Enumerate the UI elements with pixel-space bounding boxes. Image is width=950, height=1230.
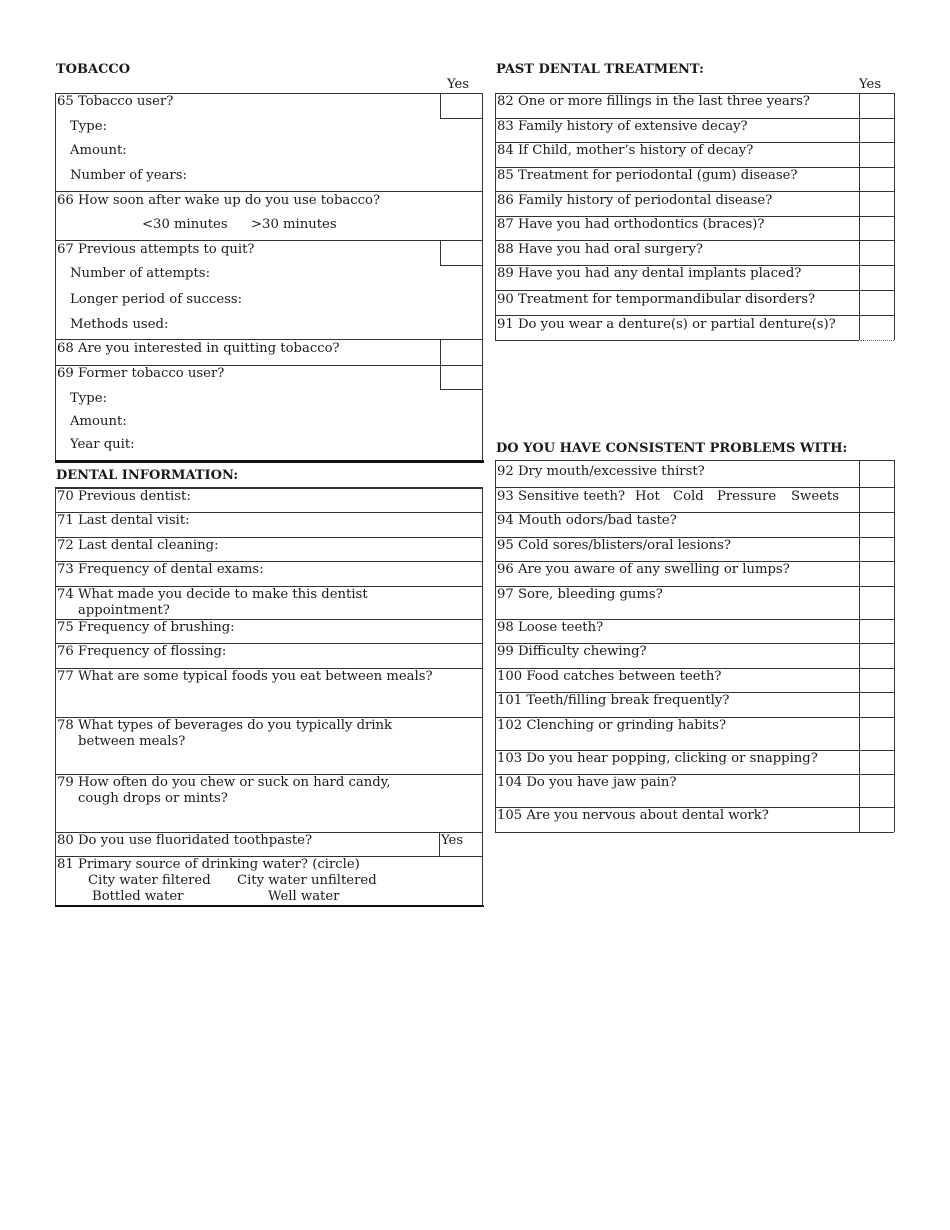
former-tobacco-user-checkbox[interactable] bbox=[440, 365, 483, 390]
problems-section-title: DO YOU HAVE CONSISTENT PROBLEMS WITH: bbox=[496, 441, 848, 456]
q85-yes-checkbox[interactable] bbox=[860, 168, 894, 191]
q82-yes-checkbox[interactable] bbox=[860, 94, 894, 118]
past-treatment-yes-column-label: Yes bbox=[859, 77, 882, 92]
q85-label: 85 Treatment for periodontal (gum) disease? bbox=[497, 168, 798, 183]
past-treatment-section-title: PAST DENTAL TREATMENT: bbox=[496, 62, 704, 77]
q73-label: 73 Frequency of dental exams: bbox=[57, 562, 264, 577]
q74-label-line1: 74 What made you decide to make this dentist bbox=[57, 587, 368, 602]
q104-checkbox[interactable] bbox=[860, 775, 894, 807]
q105-checkbox[interactable] bbox=[860, 808, 894, 832]
tobacco-user-checkbox[interactable] bbox=[440, 93, 483, 119]
q87-label: 87 Have you had orthodontics (braces)? bbox=[497, 217, 765, 232]
q65-label: 65 Tobacco user? bbox=[57, 94, 174, 109]
q86-label: 86 Family history of periodontal disease? bbox=[497, 193, 773, 208]
q82-label: 82 One or more fillings in the last three years? bbox=[497, 94, 810, 109]
q93-option-pressure[interactable]: Pressure bbox=[717, 489, 777, 504]
q72-label: 72 Last dental cleaning: bbox=[57, 538, 219, 553]
q67-attempts-label: Number of attempts: bbox=[70, 266, 211, 281]
q101-label: 101 Teeth/filling break frequently? bbox=[497, 693, 730, 708]
q81-option-city-filtered[interactable]: City water filtered bbox=[88, 873, 211, 888]
q101-checkbox[interactable] bbox=[860, 693, 894, 717]
q97-label: 97 Sore, bleeding gums? bbox=[497, 587, 663, 602]
q93-option-hot[interactable]: Hot bbox=[635, 489, 660, 504]
q66-option-over-30[interactable]: >30 minutes bbox=[251, 217, 337, 232]
q65-amount-label: Amount: bbox=[70, 143, 127, 158]
q93-label: 93 Sensitive teeth? bbox=[497, 489, 626, 504]
q78-label-line2: between meals? bbox=[78, 734, 186, 749]
q66-option-under-30[interactable]: <30 minutes bbox=[142, 217, 228, 232]
q70-label: 70 Previous dentist: bbox=[57, 489, 191, 504]
previous-quit-attempts-checkbox[interactable] bbox=[440, 240, 483, 266]
q90-yes-checkbox[interactable] bbox=[860, 291, 894, 315]
q103-label: 103 Do you hear popping, clicking or snapping? bbox=[497, 751, 818, 766]
q98-label: 98 Loose teeth? bbox=[497, 620, 604, 635]
dental-info-section-title: DENTAL INFORMATION: bbox=[56, 468, 239, 483]
q100-label: 100 Food catches between teeth? bbox=[497, 669, 722, 684]
q84-yes-checkbox[interactable] bbox=[860, 143, 894, 167]
q105-label: 105 Are you nervous about dental work? bbox=[497, 808, 769, 823]
q92-checkbox[interactable] bbox=[860, 461, 894, 487]
q77-label: 77 What are some typical foods you eat between meals? bbox=[57, 669, 433, 684]
q89-label: 89 Have you had any dental implants placed? bbox=[497, 266, 802, 281]
interested-quitting-checkbox[interactable] bbox=[440, 339, 483, 366]
q96-label: 96 Are you aware of any swelling or lumps? bbox=[497, 562, 790, 577]
q95-checkbox[interactable] bbox=[860, 538, 894, 561]
q93-option-cold[interactable]: Cold bbox=[673, 489, 704, 504]
q79-label-line1: 79 How often do you chew or suck on hard candy, bbox=[57, 775, 391, 790]
q93-checkbox[interactable] bbox=[860, 488, 894, 512]
q102-label: 102 Clenching or grinding habits? bbox=[497, 718, 727, 733]
q69-type-label: Type: bbox=[70, 391, 107, 406]
q94-label: 94 Mouth odors/bad taste? bbox=[497, 513, 677, 528]
q90-label: 90 Treatment for tempormandibular disorders? bbox=[497, 292, 816, 307]
q80-yes-label[interactable]: Yes bbox=[441, 833, 464, 848]
q67-longer-success-label: Longer period of success: bbox=[70, 292, 243, 307]
q86-yes-checkbox[interactable] bbox=[860, 192, 894, 216]
q81-label: 81 Primary source of drinking water? (circle) bbox=[57, 857, 360, 872]
q68-label: 68 Are you interested in quitting tobacco? bbox=[57, 341, 340, 356]
q74-label-line2: appointment? bbox=[78, 603, 170, 618]
q88-yes-checkbox[interactable] bbox=[860, 241, 894, 265]
q100-checkbox[interactable] bbox=[860, 669, 894, 692]
q67-label: 67 Previous attempts to quit? bbox=[57, 242, 255, 257]
q83-yes-checkbox[interactable] bbox=[860, 119, 894, 142]
q84-label: 84 If Child, mother’s history of decay? bbox=[497, 143, 754, 158]
q88-label: 88 Have you had oral surgery? bbox=[497, 242, 703, 257]
q66-label: 66 How soon after wake up do you use tobacco? bbox=[57, 193, 381, 208]
q97-checkbox[interactable] bbox=[860, 587, 894, 619]
q91-label: 91 Do you wear a denture(s) or partial denture(s)? bbox=[497, 317, 836, 332]
q67-methods-label: Methods used: bbox=[70, 317, 169, 332]
q75-label: 75 Frequency of brushing: bbox=[57, 620, 235, 635]
q80-label: 80 Do you use fluoridated toothpaste? bbox=[57, 833, 313, 848]
q91-yes-checkbox[interactable] bbox=[860, 316, 894, 340]
q65-years-label: Number of years: bbox=[70, 168, 187, 183]
q87-yes-checkbox[interactable] bbox=[860, 217, 894, 240]
q69-amount-label: Amount: bbox=[70, 414, 127, 429]
q78-label-line1: 78 What types of beverages do you typically drink bbox=[57, 718, 393, 733]
q99-label: 99 Difficulty chewing? bbox=[497, 644, 647, 659]
q76-label: 76 Frequency of flossing: bbox=[57, 644, 227, 659]
q81-option-city-unfiltered[interactable]: City water unfiltered bbox=[237, 873, 377, 888]
q104-label: 104 Do you have jaw pain? bbox=[497, 775, 677, 790]
q81-option-well[interactable]: Well water bbox=[268, 889, 340, 904]
q102-checkbox[interactable] bbox=[860, 718, 894, 750]
q94-checkbox[interactable] bbox=[860, 513, 894, 537]
q89-yes-checkbox[interactable] bbox=[860, 266, 894, 290]
q93-option-sweets[interactable]: Sweets bbox=[791, 489, 839, 504]
q69-label: 69 Former tobacco user? bbox=[57, 366, 225, 381]
q92-label: 92 Dry mouth/excessive thirst? bbox=[497, 464, 705, 479]
tobacco-yes-column-label: Yes bbox=[447, 77, 470, 92]
q81-option-bottled[interactable]: Bottled water bbox=[92, 889, 184, 904]
q98-checkbox[interactable] bbox=[860, 620, 894, 643]
q99-checkbox[interactable] bbox=[860, 644, 894, 668]
q71-label: 71 Last dental visit: bbox=[57, 513, 190, 528]
q103-checkbox[interactable] bbox=[860, 751, 894, 774]
q69-year-quit-label: Year quit: bbox=[70, 437, 135, 452]
tobacco-section-title: TOBACCO bbox=[56, 62, 131, 77]
q96-checkbox[interactable] bbox=[860, 562, 894, 586]
q79-label-line2: cough drops or mints? bbox=[78, 791, 228, 806]
q65-type-label: Type: bbox=[70, 119, 107, 134]
q83-label: 83 Family history of extensive decay? bbox=[497, 119, 748, 134]
q95-label: 95 Cold sores/blisters/oral lesions? bbox=[497, 538, 731, 553]
